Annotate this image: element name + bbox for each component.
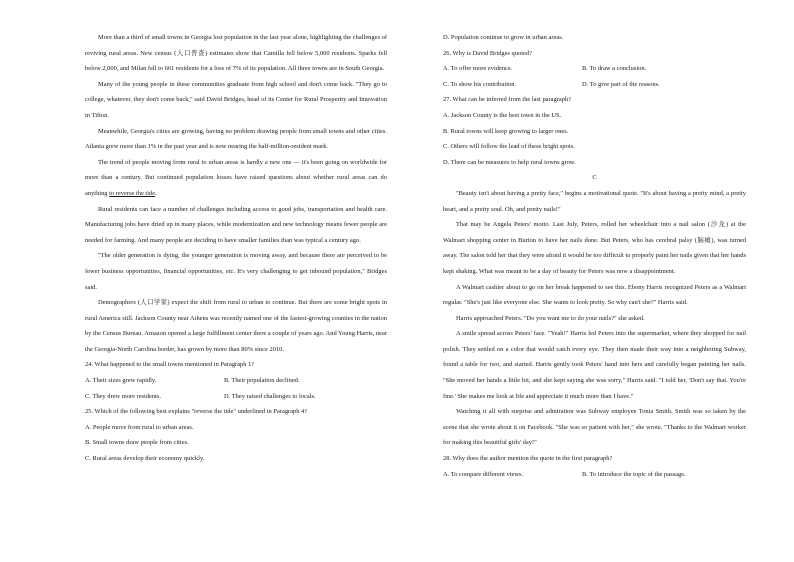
option-24-c: C. They drew more residents. [85,392,162,400]
paragraph-2: Many of the young people in these communities graduate from high school and don't come back. "They go to college, whatever, they don't come back," said David Bridges, head of its Center for Rural Prosperity and Innovation in Tifton. [85,80,387,119]
paragraph-3: Meanwhile, Georgia's cities are growing, having no problem drawing people from small towns and other cities. Atlanta grew more than 1% in the past year and is now nearing the half-million-resident mark. [85,127,387,151]
option-27-a: A. Jackson County is the best town in the US. [443,111,562,119]
option-25-a: A. People move from rural to urban areas. [85,423,194,431]
question-24: 24. What happened to the small towns mentioned in Paragraph 1? [85,361,255,369]
question-26-options-row-2 [443,77,746,93]
passage-c-paragraph-3: A Walmart cashier about to go on her break happened to see this. Ebony Harris recognized Peters as a Walmart regular. "She's just like everyone else. She wants to look pretty. So why can't she?" Harris said. [443,283,746,307]
right-column [443,30,746,482]
option-26-b: B. To draw a conclusion. [582,65,647,73]
passage-c-paragraph-4: Harris approached Peters. "Do you want me to do your nails?" she asked. [456,314,645,322]
passage-c-paragraph-2: That may be Angela Peters' motto. Last July, Peters, rolled her wheelchair into a nail salon (沙龙) at the Walmart shopping center in Burton to have her nails done. But Peters, who has cerebral palsy (脑瘫), was turned away. The salon told her that they were afraid it would be too difficult to properly paint her nails given that her hands kept shaking. What was meant to be a day of beauty for Peters was now a disappointment. [443,221,746,275]
question-26: 26. Why is David Bridges quoted? [443,49,532,57]
question-28-options-row-1 [443,467,746,483]
option-24-d: D. They raised challenges to locals. [224,392,316,400]
paragraph-1: More than a third of small towns in Georgia lost population in the last year alone, highlighting the challenges of reviving rural areas. New census (人口普查) estimates show that Camilla fell below 5,000 residents. Sparks fell below 2,000, and Milan fell to 661 residents for a loss of 7% of its population. All three towns are in South Georgia. [85,34,387,73]
question-27: 27. What can be inferred from the last paragraph? [443,96,572,104]
option-25-d: D. Population continue to grow in urban areas. [443,34,564,41]
option-24-a: A. Their sizes grew rapidly. [85,377,157,385]
option-27-d: D. There can be measures to help rural towns grow. [443,158,576,166]
question-24-options-row-2 [85,389,387,405]
option-25-c: C. Rural areas develop their economy quickly. [85,455,205,463]
question-24-options-row-1 [85,373,387,389]
option-27-c: C. Others will follow the lead of these bright spots. [443,143,575,151]
section-heading: C [592,174,597,182]
paragraph-4-end: . [155,189,157,197]
question-25: 25. Which of the following best explains "reverse the tide" underlined in Paragraph 4? [85,408,308,416]
passage-c-paragraph-1: "Beauty isn't about having a pretty face," begins a motivational quote. "It's about having a pretty mind, a pretty heart, and a pretty soul. Oh, and pretty nails!" [443,189,746,213]
question-28: 28. Why does the author mention the quote in the first paragraph? [443,455,613,463]
option-26-c: C. To show his contribution. [443,80,517,88]
passage-c-paragraph-5: A smile spread across Peters' face. "Yeah!" Harris led Peters into the supermarket, where they shopped for nail polish. They settled on a color that would catch every eye. They then made their way into a neighboring Subway, found a table for two, and started. Harris gently took Peters' hand into hers and carefully began painting her nails. "She moved her hands a little bit, and she kept saying she was sorry," Harris said. "I told her, 'Don't say that. You're fine.' She makes me look at life and appreciate it much more than I have." [443,330,746,400]
left-column [85,30,387,467]
option-28-a: A. To compare different views. [443,470,524,478]
paragraph-6: "The older generation is dying, the younger generation is moving away, and because there are perceived to be fewer business opportunities, financial opportunities, etc. It's very challenging to get inbound population," Bridges said. [85,252,387,291]
option-27-b: B. Rural towns will keep growing to larger ones. [443,127,569,135]
paragraph-4-text: The trend of people moving from rural to urban areas is hardly a new one — it's been going on worldwide for more than a century. But continued population losses have raised questions about whether rural areas can do anything [85,158,387,197]
passage-c-paragraph-6: Watching it all with surprise and admiration was Subway employee Tonia Smith. Smith was so taken by the scene that she wrote about it on Facebook. "She was so patient with her," she wrote. "Thanks to the Walmart worker for making this beautiful girls' day!" [443,408,746,447]
underlined-phrase: to reverse the tide [109,189,156,197]
option-26-d: D. To give part of the reasons. [582,80,660,88]
option-25-b: B. Small towns draw people from cities. [85,439,189,447]
option-28-b: B. To introduce the topic of the passage. [582,470,686,478]
paragraph-4 [85,155,387,202]
paragraph-5: Rural residents can face a number of challenges including access to good jobs, transportation and health care. Manufacturing jobs have dried up in many places, while modernization and new technology means fewer people are needed for farming. And many people are deciding to have smaller families than was typical a century ago. [85,205,387,244]
option-24-b: B. Their population declined. [224,377,300,385]
paragraph-7: Demographers (人口学家) expect the shift from rural to urban to continue. But there are some bright spots in rural America still. Jackson County near Athens was recently named one of the fastest-growing counties in the nation by the Census Bureau. Amazon opened a large fulfillment center there a couple of years ago. And Young Harris, near the Georgia-North Carolina border, has grown by more than 80% since 2010. [85,299,387,353]
question-26-options-row-1 [443,61,746,77]
option-26-a: A. To offer more evidence. [443,65,513,73]
